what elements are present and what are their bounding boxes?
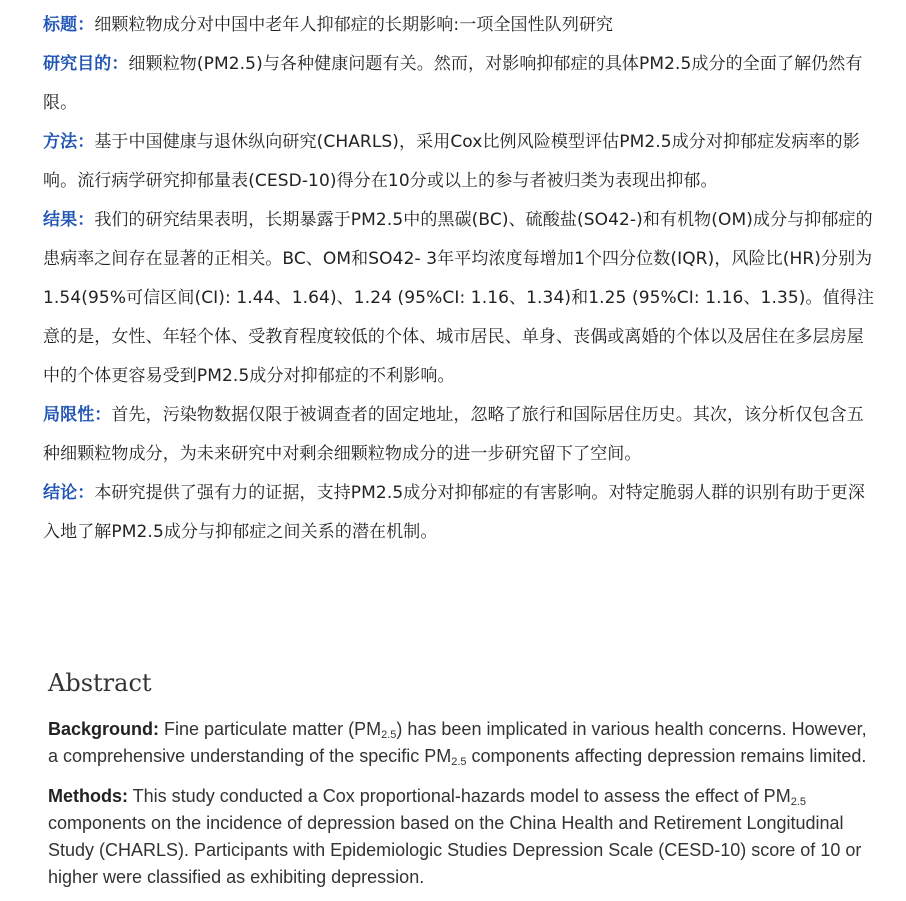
en-methods-label: Methods: [48,786,128,806]
cn-methods-label: 方法： [43,132,95,152]
cn-methods-paragraph [43,123,875,201]
cn-conclusion-text: 本研究提供了强有力的证据，支持PM2.5成分对抑郁症的有害影响。对特定脆弱人群的识别有助于更深入地了解PM2.5成分与抑郁症之间关系的潜在机制。 [43,483,865,542]
en-background-label: Background: [48,719,160,739]
cn-results-label: 结果： [43,210,95,230]
en-methods-text-2: components on the incidence of depression based on the China Health and Retirement Longitudinal Study (CHARLS). Participants with Epidemiologic Studies Depression Scale (CESD-10) score of 10 or higher were classified as exhibiting depression. [48,813,862,887]
cn-results-text: 我们的研究结果表明，长期暴露于PM2.5中的黑碳(BC)、硫酸盐(SO42-)和有机物(OM)成分与抑郁症的患病率之间存在显著的正相关。BC、OM和SO42- 3年平均浓度每增加1个四分位数(IQR)，风险比(HR)分别为1.54(95%可信区间(CI): 1.44、1.64)、1.24 (95%CI: 1.16、1.34)和1.25 (95%CI: 1.16、1.35)。值得注意的是，女性、年轻个体、受教育程度较低的个体、城市居民、单身、丧偶或离婚的个体以及居住在多层房屋中的个体更容易受到PM2.5成分对抑郁症的不利影响。 [43,210,874,386]
en-background-text-1: Fine particulate matter (PM [159,719,382,739]
en-background-subscript-2: 2.5 [451,756,467,768]
en-methods-text-1: This study conducted a Cox proportional-hazards model to assess the effect of PM [128,786,791,806]
english-abstract [48,664,876,901]
en-background-text-3: components affecting depression remains limited. [466,746,867,766]
cn-title-label: 标题： [43,15,95,35]
abstract-heading: Abstract [48,669,152,697]
cn-objective-text: 细颗粒物(PM2.5)与各种健康问题有关。然而，对影响抑郁症的具体PM2.5成分的全面了解仍然有限。 [43,54,863,113]
cn-title-paragraph [43,6,875,45]
cn-title-text: 细颗粒物成分对中国中老年人抑郁症的长期影响:一项全国性队列研究 [94,15,614,35]
cn-limitations-paragraph [43,396,875,474]
cn-conclusion-paragraph [43,474,875,552]
cn-limitations-label: 局限性： [43,405,112,425]
cn-objective-label: 研究目的： [43,54,129,74]
cn-objective-paragraph [43,45,875,123]
en-background-text-2: ) has been implicated in various health concerns. However, a comprehensive understanding of the specific PM [48,719,867,766]
cn-limitations-text: 首先，污染物数据仅限于被调查者的固定地址，忽略了旅行和国际居住历史。其次，该分析仅包含五种细颗粒物成分，为未来研究中对剩余细颗粒物成分的进一步研究留下了空间。 [43,405,864,464]
cn-conclusion-label: 结论： [43,483,95,503]
en-background-subscript-1: 2.5 [381,729,397,741]
chinese-abstract [43,6,875,552]
en-methods-subscript-1: 2.5 [790,796,806,808]
cn-results-paragraph [43,201,875,396]
en-methods-paragraph [48,783,876,891]
en-background-paragraph [48,716,876,770]
cn-methods-text: 基于中国健康与退休纵向研究(CHARLS)，采用Cox比例风险模型评估PM2.5成分对抑郁症发病率的影响。流行病学研究抑郁量表(CESD-10)得分在10分或以上的参与者被归类为表现出抑郁。 [43,132,860,191]
